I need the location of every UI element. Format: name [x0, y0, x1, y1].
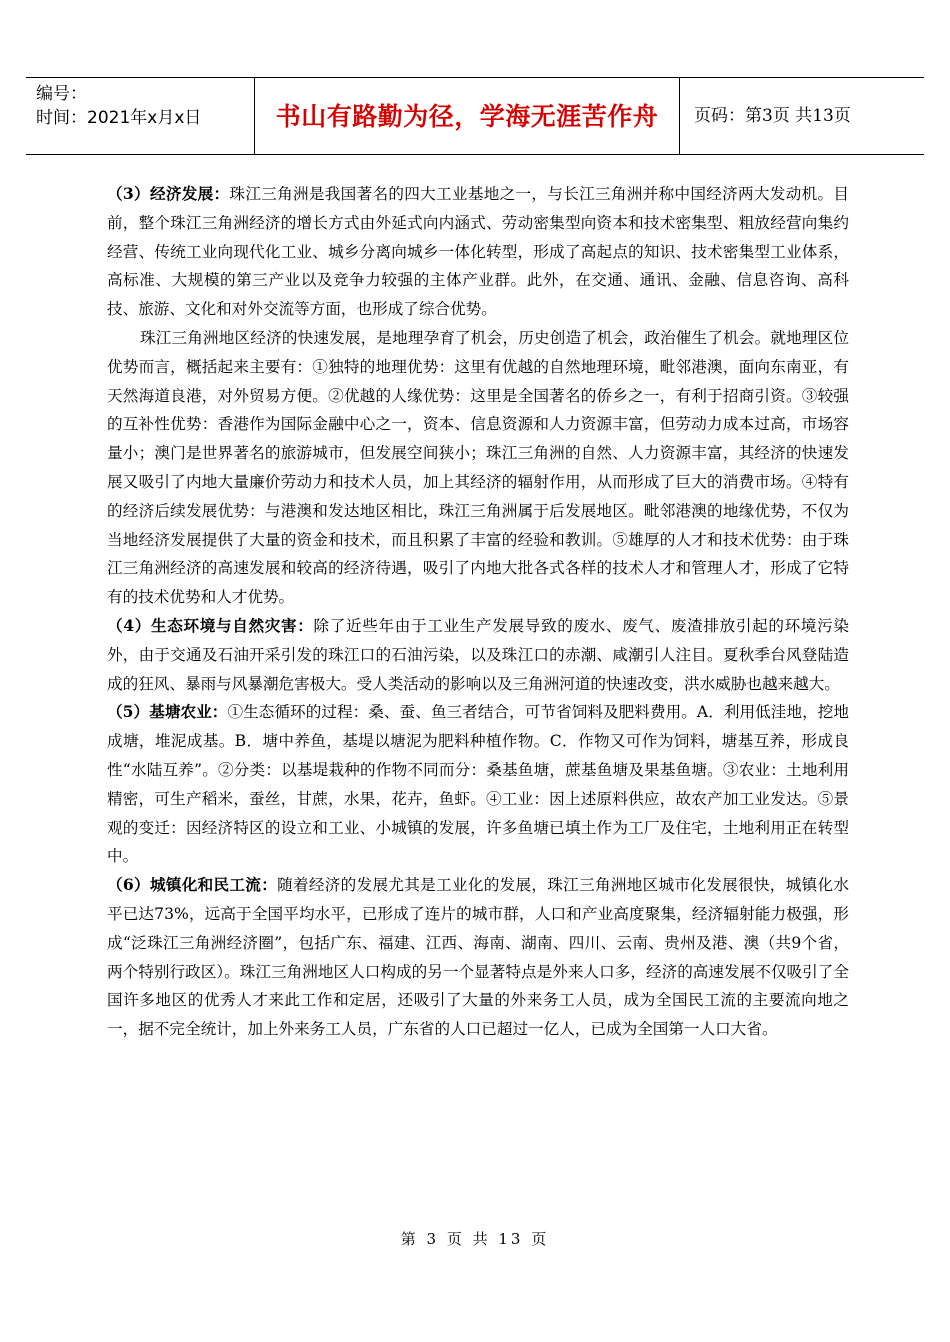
section-economy	[107, 180, 849, 324]
paragraph-advantages: 珠江三角洲地区经济的快速发展，是地理孕育了机会，历史创造了机会，政治催生了机会。就地理区位优势而言，概括起来主要有：①独特的地理优势：这里有优越的自然地理环境，毗邻港澳，面向东南亚，有天然海道良港，对外贸易方便。②优越的人缘优势：这里是全国著名的侨乡之一，有利于招商引资。③较强的互补性优势：香港作为国际金融中心之一，资本、信息资源和人力资源丰富，但劳动力成本过高，市场容量小；澳门是世界著名的旅游城市，但发展空间狭小；珠江三角洲的自然、人力资源丰富，其经济的快速发展又吸引了内地大量廉价劳动力和技术人员，加上其经济的辐射作用，从而形成了巨大的消费市场。④特有的经济后续发展优势：与港澳和发达地区相比，珠江三角洲属于后发展地区。毗邻港澳的地缘优势，不仅为当地经济发展提供了大量的资金和技术，而且积累了丰富的经验和教训。⑤雄厚的人才和技术优势：由于珠江三角洲经济的高速发展和较高的经济待遇，吸引了内地大批各式各样的技术人才和管理人才，形成了它特有的技术优势和人才优势。	[107, 328, 849, 607]
section-text: 珠江三角洲是我国著名的四大工业基地之一，与长江三角洲并称中国经济两大发动机。目前，整个珠江三角洲经济的增长方式由外延式向内涵式、劳动密集型向资本和技术密集型、粗放经营向集约经营、传统工业向现代化工业、城乡分离向城乡一体化转型，形成了高起点的知识、技术密集型工业体系，高标准、大规模的第三产业以及竞争力较强的主体产业群。此外，在交通、通讯、金融、信息咨询、高科技、旅游、文化和对外交流等方面，也形成了综合优势。	[107, 185, 849, 319]
section-text: 随着经济的发展尤其是工业化的发展，珠江三角洲地区城市化发展很快，城镇化水平已达73%，远高于全国平均水平，已形成了连片的城市群，人口和产业高度聚集，经济辐射能力极强，形成“泛珠江三角洲经济圈”，包括广东、福建、江西、海南、湖南、四川、云南、贵州及港、澳（共9个省，两个特别行政区）。珠江三角洲地区人口构成的另一个显著特点是外来人口多，经济的高速发展不仅吸引了全国许多地区的优秀人才来此工作和定居，还吸引了大量的外来务工人员，成为全国民工流的主要流向地之一，据不完全统计，加上外来务工人员，广东省的人口已超过一亿人，已成为全国第一人口大省。	[107, 876, 849, 1039]
document-body	[107, 180, 849, 1044]
section-dike-pond-agriculture	[107, 698, 849, 871]
section-urbanization	[107, 871, 849, 1044]
header-meta	[26, 78, 255, 155]
header-page-label: 页码：第3页 共13页	[694, 106, 851, 126]
section-heading: （4）生态环境与自然灾害：	[107, 615, 314, 635]
section-heading: （6）城镇化和民工流：	[107, 875, 278, 895]
header-motto: 书山有路勤为径，学海无涯苦作舟	[255, 78, 680, 155]
section-heading: （5）基塘农业：	[107, 702, 228, 722]
date-label: 时间：2021年x月x日	[36, 108, 202, 128]
page-header	[26, 77, 924, 155]
section-text: ①生态循环的过程：桑、蚕、鱼三者结合，可节省饲料及肥料费用。A．利用低洼地，挖地成塘，堆泥成基。B．塘中养鱼，基堤以塘泥为肥料种植作物。C．作物又可作为饲料，塘基互养，形成良性“水陆互养”。②分类：以基堤栽种的作物不同而分：桑基鱼塘，蔗基鱼塘及果基鱼塘。③农业：土地利用精密，可生产稻米，蚕丝，甘蔗，水果，花卉，鱼虾。④工业：因上述原料供应，故农产加工业发达。⑤景观的变迁：因经济特区的设立和工业、小城镇的发展，许多鱼塘已填土作为工厂及住宅，土地利用正在转型中。	[107, 703, 849, 866]
page-footer: 第 3 页 共 13 页	[400, 1230, 550, 1248]
section-heading: （3）经济发展：	[107, 184, 230, 203]
section-text: 除了近些年由于工业生产发展导致的废水、废气、废渣排放引起的环境污染外，由于交通及石油开采引发的珠江口的石油污染，以及珠江口的赤潮、咸潮引人注目。夏秋季台风登陆造成的狂风、暴雨与风暴潮危害极大。受人类活动的影响以及三角洲河道的快速改变，洪水威胁也越来越大。	[107, 616, 849, 693]
section-ecology	[107, 612, 849, 698]
serial-number-label: 编号：	[36, 84, 87, 104]
